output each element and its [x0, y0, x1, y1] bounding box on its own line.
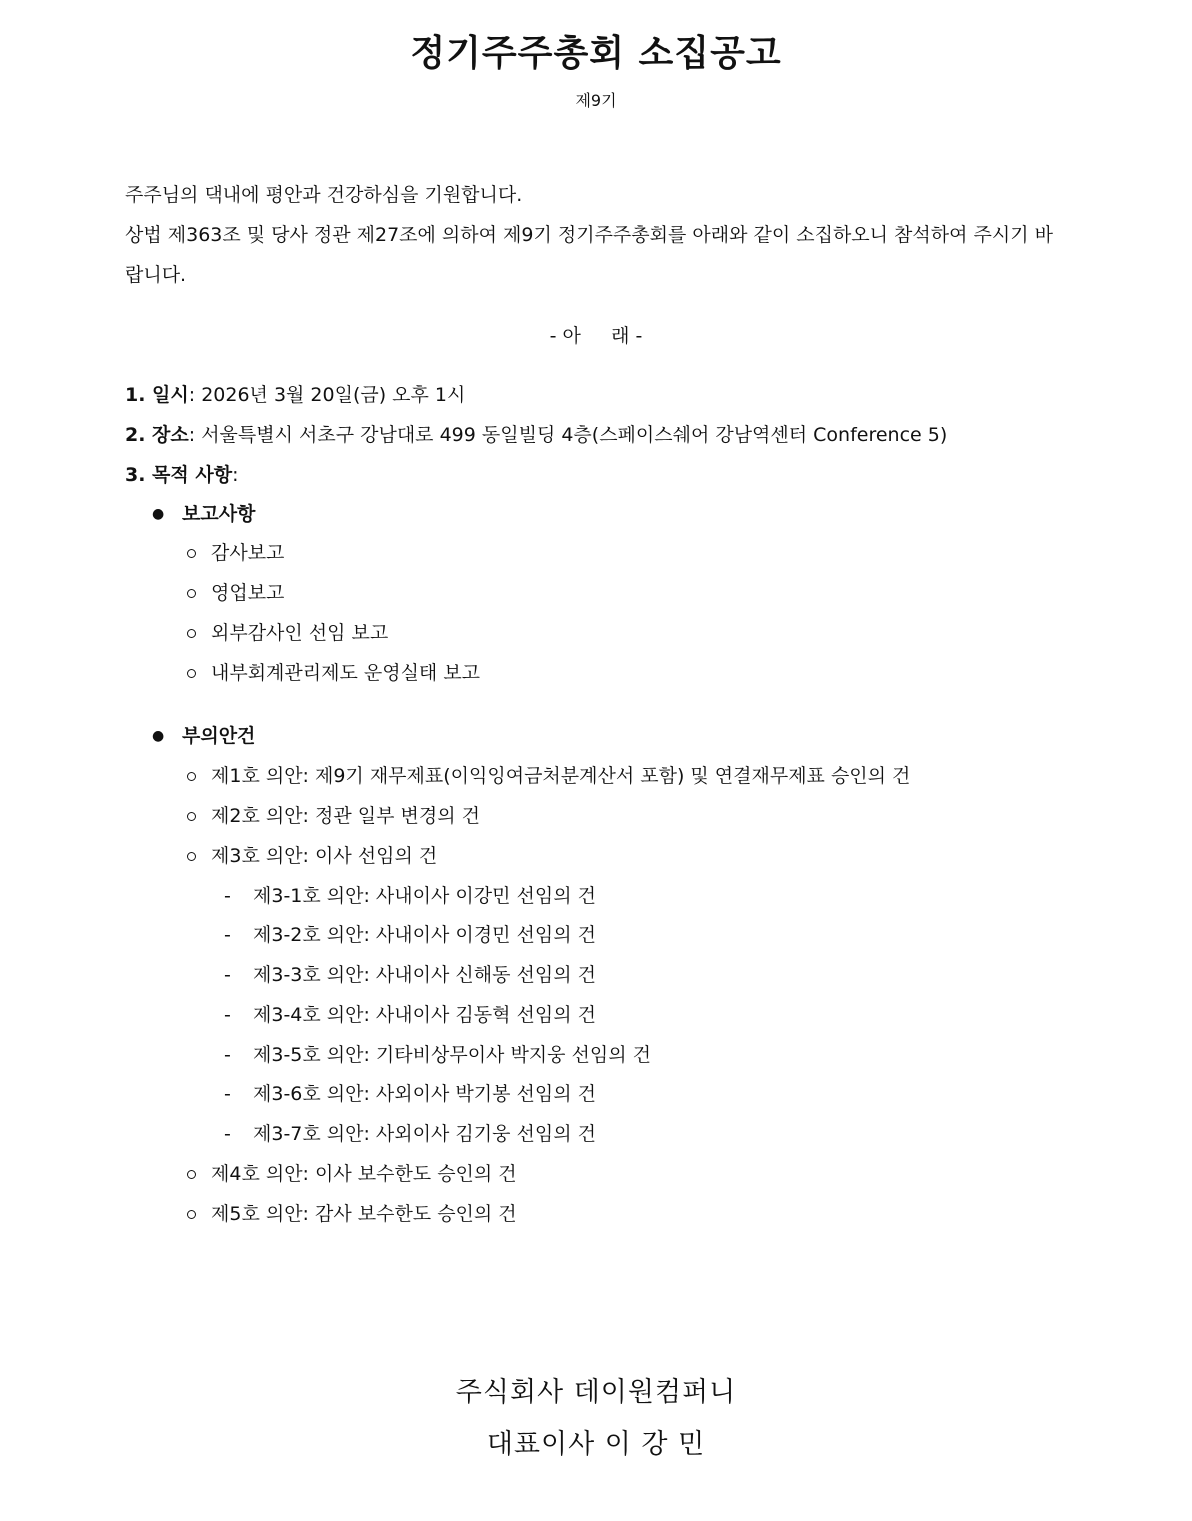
item-date-label: 1. 일시 [125, 384, 189, 406]
report-item: 외부감사인 선임 보고 [211, 622, 389, 644]
circle-bullet [187, 669, 196, 678]
circle-bullet [187, 1170, 196, 1179]
agenda-sub-item: 제3-7호 의안: 사외이사 김기웅 선임의 건 [253, 1123, 596, 1145]
item-place-label: 2. 장소 [125, 424, 189, 446]
agenda-sub-item: 제3-3호 의안: 사내이사 신해동 선임의 건 [253, 964, 596, 986]
circle-bullet [187, 629, 196, 638]
ceo-name: 대표이사 이 강 민 [486, 1429, 706, 1460]
item-place [125, 415, 947, 455]
greeting-text: 주주님의 댁내에 평안과 건강하심을 기원합니다. [125, 184, 523, 206]
item-place-value: : 서울특별시 서초구 강남대로 499 동일빌딩 4층(스페이스쉐어 강남역센터 Conference 5) [188, 424, 948, 446]
item-purpose [125, 455, 239, 495]
reports-heading: 보고사항 [182, 503, 256, 525]
circle-bullet [187, 852, 196, 861]
agenda-item: 제1호 의안: 제9기 재무제표(이익잉여금처분계산서 포함) 및 연결재무제표 승인의 건 [211, 765, 911, 787]
dash-bullet: - [224, 1083, 231, 1105]
dash-bullet: - [224, 924, 231, 946]
dash-bullet: - [224, 1044, 231, 1066]
agenda-sub-item: 제3-5호 의안: 기타비상무이사 박지웅 선임의 건 [253, 1044, 652, 1066]
report-item: 영업보고 [211, 582, 285, 604]
company-name: 주식회사 데이원컴퍼니 [455, 1377, 737, 1408]
agenda-sub-item: 제3-2호 의안: 사내이사 이경민 선임의 건 [253, 924, 596, 946]
dash-bullet: - [224, 885, 231, 907]
item-purpose-label: 3. 목적 사항 [125, 464, 233, 486]
report-item: 내부회계관리제도 운영실태 보고 [211, 662, 481, 684]
bullet-dot: ● [152, 506, 165, 522]
dash-bullet: - [224, 1123, 231, 1145]
item-date-value: : 2026년 3월 20일(금) 오후 1시 [188, 384, 466, 406]
agenda-sub-item: 제3-4호 의안: 사내이사 김동혁 선임의 건 [253, 1004, 596, 1026]
item-purpose-value: : [232, 464, 239, 486]
agenda-item: 제3호 의안: 이사 선임의 건 [211, 845, 438, 867]
dash-bullet: - [224, 964, 231, 986]
bullet-dot: ● [152, 728, 165, 744]
intro-paragraph: 상법 제363조 및 당사 정관 제27조에 의하여 제9기 정기주주총회를 아래와 같이 소집하오니 참석하여 주시기 바랍니다. [125, 224, 1053, 286]
agenda-item: 제2호 의안: 정관 일부 변경의 건 [211, 805, 480, 827]
circle-bullet [187, 589, 196, 598]
session-subtitle: 제9기 [575, 91, 617, 110]
report-item: 감사보고 [211, 542, 285, 564]
item-date [125, 375, 465, 415]
circle-bullet [187, 549, 196, 558]
circle-bullet [187, 1210, 196, 1219]
circle-bullet [187, 812, 196, 821]
circle-bullet [187, 772, 196, 781]
agenda-heading: 부의안건 [182, 725, 256, 747]
section-separator: - 아 래 - [549, 325, 643, 347]
agenda-sub-item: 제3-6호 의안: 사외이사 박기봉 선임의 건 [253, 1083, 596, 1105]
agenda-item: 제4호 의안: 이사 보수한도 승인의 건 [211, 1163, 517, 1185]
agenda-item: 제5호 의안: 감사 보수한도 승인의 건 [211, 1203, 517, 1225]
page-title: 정기주주총회 소집공고 [410, 33, 782, 74]
agenda-sub-item: 제3-1호 의안: 사내이사 이강민 선임의 건 [253, 885, 596, 907]
dash-bullet: - [224, 1004, 231, 1026]
